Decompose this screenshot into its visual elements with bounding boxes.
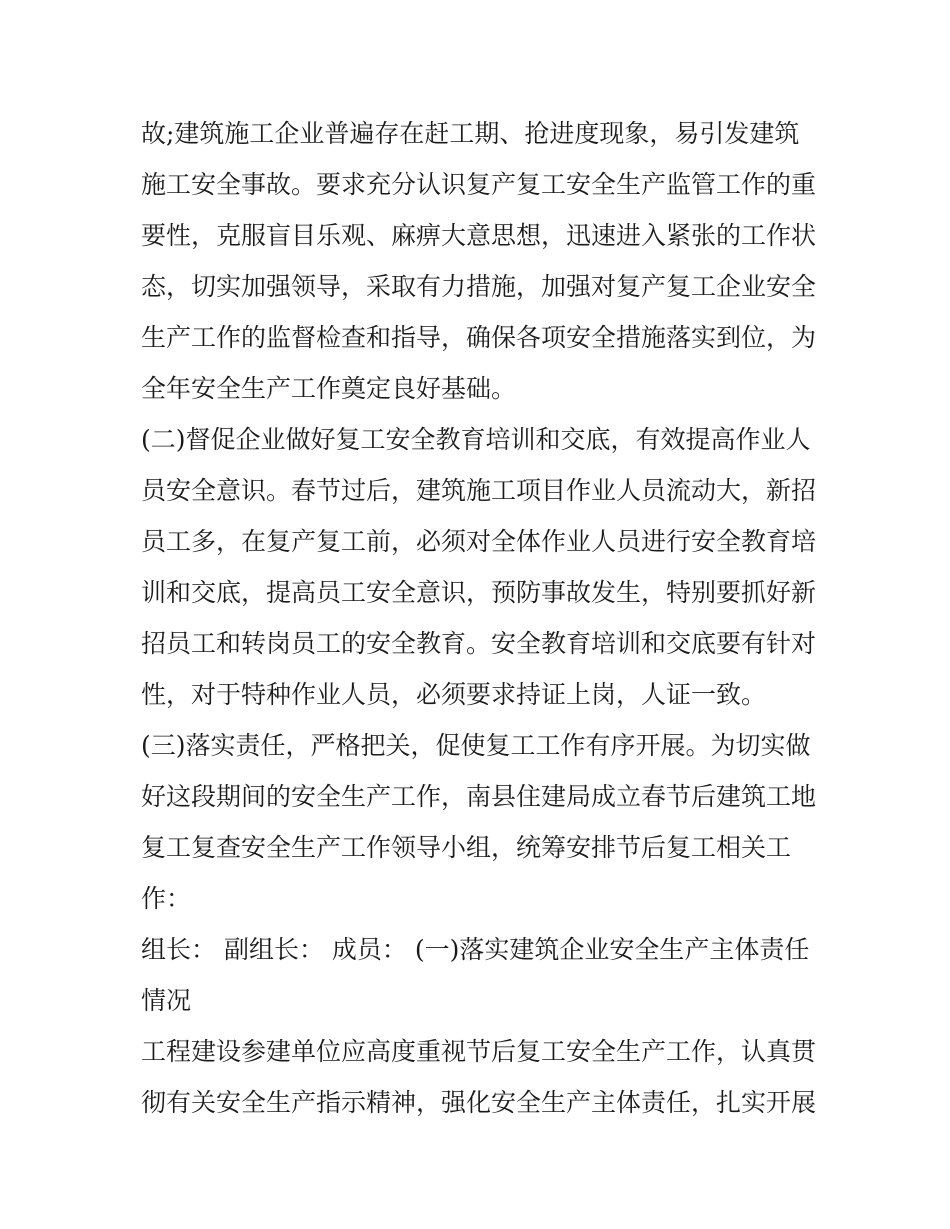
text-line: 作： bbox=[141, 884, 192, 913]
text-line: 好这段期间的安全生产工作，南县住建局成立春节后建筑工地 bbox=[141, 782, 817, 811]
text-line: 施工安全事故。要求充分认识复产复工安全生产监管工作的重 bbox=[141, 170, 817, 199]
text-line: (三)落实责任，严格把关，促使复工工作有序开展。为切实做 bbox=[141, 731, 811, 760]
text-line: 要性，克服盲目乐观、麻痹大意思想，迅速进入紧张的工作状 bbox=[141, 221, 817, 250]
text-line: 招员工和转岗员工的安全教育。安全教育培训和交底要有针对 bbox=[141, 629, 817, 658]
text-line: 复工复查安全生产工作领导小组，统筹安排节后复工相关工 bbox=[141, 833, 792, 862]
text-line: 彻有关安全生产指示精神，强化安全生产主体责任，扎实开展 bbox=[141, 1088, 817, 1117]
text-line: 性，对于特种作业人员，必须要求持证上岗，人证一致。 bbox=[141, 680, 767, 709]
text-line: 态，切实加强领导，采取有力措施，加强对复产复工企业安全 bbox=[141, 272, 817, 301]
text-line: 情况 bbox=[141, 986, 192, 1015]
text-line: 员安全意识。春节过后，建筑施工项目作业人员流动大，新招 bbox=[141, 476, 817, 505]
body-text bbox=[141, 108, 821, 1128]
text-line: 训和交底，提高员工安全意识，预防事故发生，特别要抓好新 bbox=[141, 578, 817, 607]
text-line: (二)督促企业做好复工安全教育培训和交底，有效提高作业人 bbox=[141, 425, 811, 454]
text-line: 生产工作的监督检查和指导，确保各项安全措施落实到位，为 bbox=[141, 323, 817, 352]
text-line: 组长： 副组长： 成员： (一)落实建筑企业安全生产主体责任 bbox=[141, 935, 810, 964]
text-line: 全年安全生产工作奠定良好基础。 bbox=[141, 374, 517, 403]
text-line: 工程建设参建单位应高度重视节后复工安全生产工作，认真贯 bbox=[141, 1037, 817, 1066]
text-line: 员工多，在复产复工前，必须对全体作业人员进行安全教育培 bbox=[141, 527, 817, 556]
text-line: 故;建筑施工企业普遍存在赶工期、抢进度现象，易引发建筑 bbox=[141, 119, 800, 148]
